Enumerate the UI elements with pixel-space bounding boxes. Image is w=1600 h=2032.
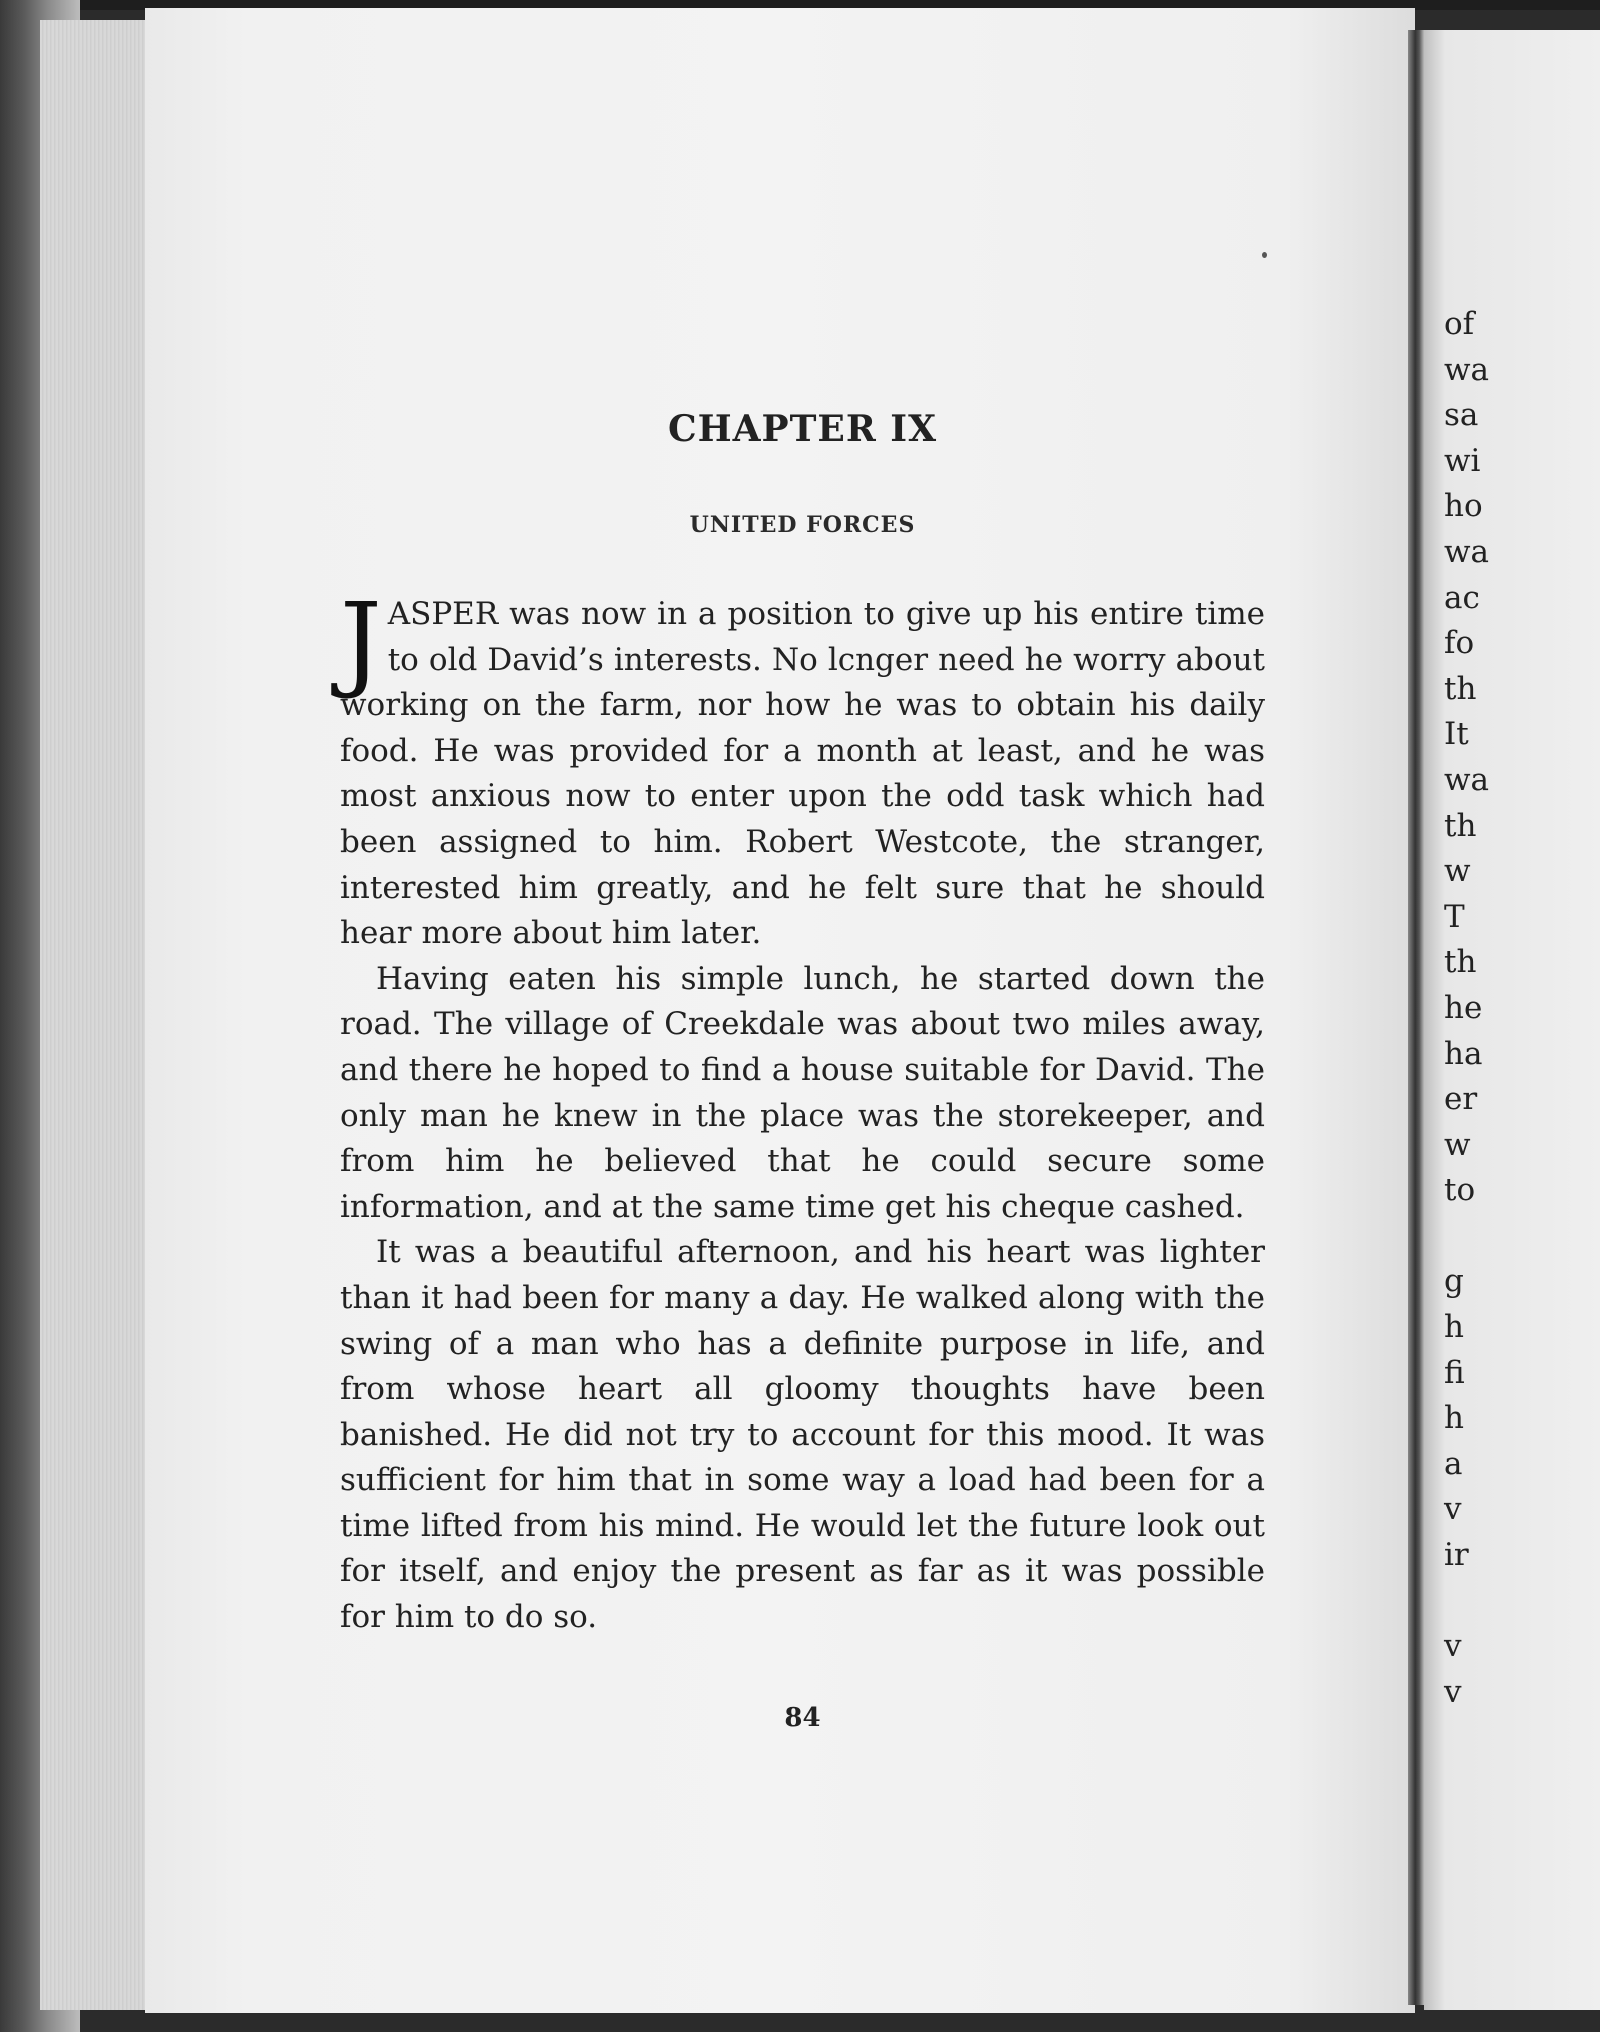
facing-page-line: wa xyxy=(1444,351,1490,388)
facing-page-line: ho xyxy=(1444,488,1483,525)
facing-page-line xyxy=(1444,1214,1489,1260)
facing-page-line: fo xyxy=(1444,625,1475,662)
facing-page-line: h xyxy=(1444,1400,1464,1437)
facing-page-line: T xyxy=(1444,898,1465,935)
facing-page-line: a xyxy=(1444,1445,1463,1482)
drop-cap-letter: J xyxy=(340,580,382,702)
facing-page-text xyxy=(1444,302,1489,1715)
page-number: 84 xyxy=(784,1703,821,1733)
facing-page-line: h xyxy=(1444,1309,1464,1346)
facing-page-line: th xyxy=(1444,807,1477,844)
facing-page-line: sa xyxy=(1444,397,1479,434)
facing-page-line: w xyxy=(1444,1126,1471,1163)
facing-page-line: ha xyxy=(1444,1035,1483,1072)
speck-mark xyxy=(1262,252,1267,258)
facing-page-line: It xyxy=(1444,716,1469,753)
facing-page-line xyxy=(1444,1579,1489,1625)
facing-page-line: wa xyxy=(1444,533,1490,570)
facing-page-line: er xyxy=(1444,1081,1478,1118)
facing-page-line: g xyxy=(1444,1263,1464,1300)
facing-page-line: v xyxy=(1444,1491,1462,1528)
facing-page-line: v xyxy=(1444,1628,1462,1665)
facing-page-line: ac xyxy=(1444,579,1480,616)
chapter-title: CHAPTER IX xyxy=(667,408,938,450)
facing-page-line: fi xyxy=(1444,1354,1465,1391)
paragraph-3: It was a beautiful afternoon, and his heart was lighter than it had been for many a day. He walked along with the swing of a man who has a definite purpose in life, and from whose heart all gloomy thoughts have been banished. He did not try to account for this mood. It was sufficient for him that in some way a load had been for a time lifted from his mind. He would let the future look out for itself, and enjoy the present as far as it was possible for him to do so. xyxy=(340,1234,1265,1636)
facing-page xyxy=(1424,30,1600,2010)
facing-page-line: to xyxy=(1444,1172,1476,1209)
chapter-body xyxy=(340,580,1265,1641)
facing-page-line: v xyxy=(1444,1673,1462,1710)
facing-page-line: wa xyxy=(1444,761,1490,798)
chapter-subtitle: UNITED FORCES xyxy=(689,512,916,538)
facing-page-line: he xyxy=(1444,989,1483,1026)
paragraph-1-text: ASPER was now in a position to give up his entire time to old David’s interests. No lcnger need he worry about working on the farm, nor how he was to obtain his daily food. He was provided for a month at least, and he was most anxious now to enter upon the odd task which had been assigned to him. Robert Westcote, the stranger, interested him greatly, and he felt sure that he should hear more about him later. xyxy=(340,596,1265,952)
paragraph-1 xyxy=(340,580,1265,957)
facing-page-line: ir xyxy=(1444,1537,1469,1574)
facing-page-line: wi xyxy=(1444,442,1481,479)
facing-page-line: th xyxy=(1444,944,1477,981)
page-edges xyxy=(40,20,150,2010)
facing-page-line: of xyxy=(1444,306,1475,342)
paragraph-2: Having eaten his simple lunch, he started down the road. The village of Creekdale was about two miles away, and there he hoped to find a house suitable for David. The only man he knew in the place was the storekeeper, and from him he believed that he could secure some information, and at the same time get his cheque cashed. xyxy=(340,960,1265,1225)
book-gutter xyxy=(1408,30,1424,2005)
facing-page-line: w xyxy=(1444,853,1471,890)
facing-page-line: th xyxy=(1444,670,1477,707)
